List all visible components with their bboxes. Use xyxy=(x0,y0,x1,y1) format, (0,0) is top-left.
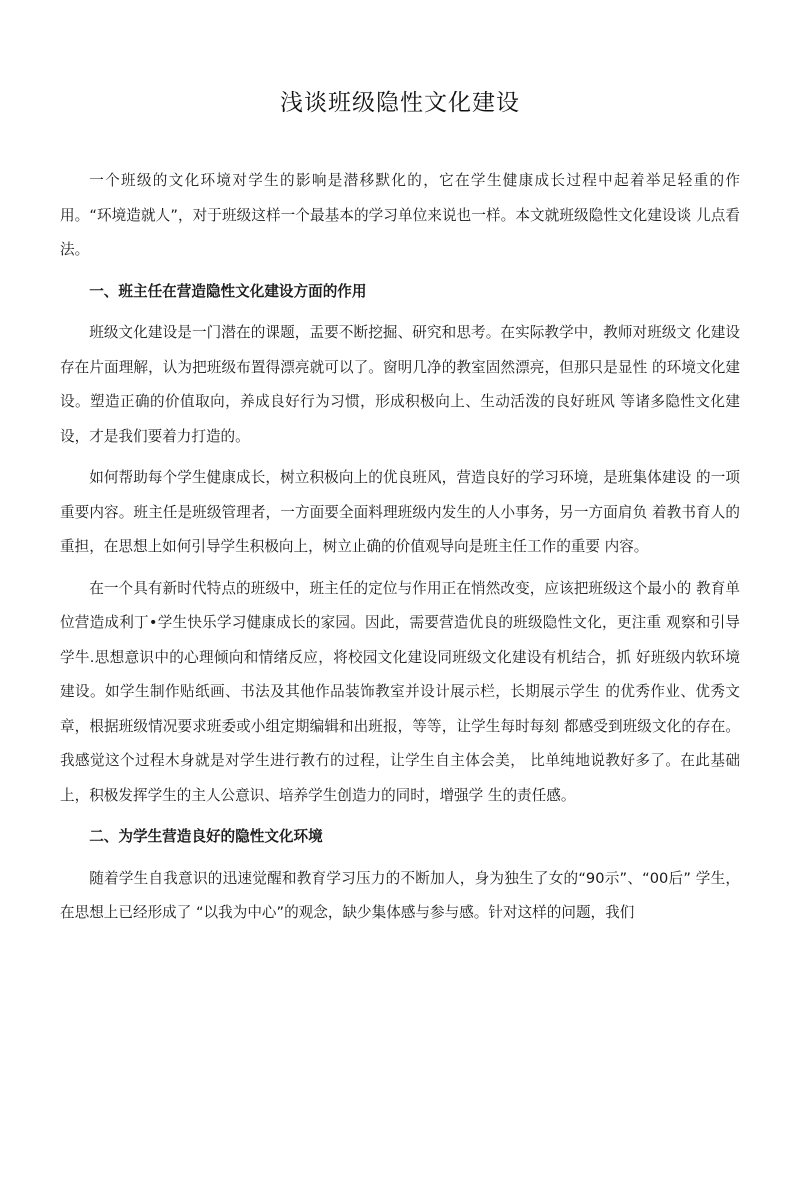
intro-paragraph: 一个班级的文化环境对学生的影响是潜移默化的，它在学生健康成长过程中起着举足轻重的作 用。“环境造就人”，对于班级这样一个最基本的学习单位来说也一样。本文就班级隐性文化建设谈 儿点看法。 xyxy=(60,172,740,258)
section-heading-2: 二、为学生营造良好的隐性文化环境 xyxy=(89,828,323,845)
document-title: 浅谈班级隐性文化建设 xyxy=(280,90,520,116)
paragraph-spacer xyxy=(60,454,740,461)
section2-paragraph-1: 随着学生自我意识的迅速觉醒和教育学习压力的不断加人，身为独生了女的“90示”、“00后” 学生，在思想上已经形成了 “以我为中心”的观念，缺少集体感与参与感。针对这样的问题，我们 xyxy=(60,869,740,921)
section-heading-1: 一、班主任在营造隐性文化建设方面的作用 xyxy=(89,282,367,300)
section1-paragraph-3: 在一个具有新时代特点的班级中，班主任的定位与作用正在悄然改变，应该把班级这个最小的 教育单位营造成利丁•学生快乐学习健康成长的家园。因此，需要营造优良的班级隐性文化，更注重 观察和引导学牛.思想意识中的心理倾向和情绪反应，将校园文化建设同班级文化建设有机结合，抓 好班级内软环境建设。如学生制作贴纸画、书法及其他作品装饰教室并设计展示栏，长期展示学生 的优秀作业、优秀文章，根据班级情况要求班委或小组定期编辑和出班报，等等，让学生每时每刻 都感受到班级文化的存在。我感觉这个过程木身就是对学生进行教冇的过程，让学生自主体会美， 比单纯地说教好多了。在此基础上，积极发挥学生的主人公意识、培养学生创造力的同时，增强学 生的责任感。 xyxy=(60,579,740,804)
section1-paragraph-2: 如何帮助每个学生健康成长，树立积极向上的优良班风，营造良好的学习环境，是班集体建设 的一项重要内容。班主任是班级管理者，一方面要全面料理班级内发生的人小事务，另一方面肩负 着教书育人的重担，在思想上如何引导学生积极向上，树立止确的价值观导向是班主任工作的重要 内容。 xyxy=(60,469,740,555)
section1-paragraph-1: 班级文化建设是一门潜在的课题，盂要不断挖掘、研究和思考。在实际教学中，教师对班级文 化建设存在片面理解，认为把班级布置得漂亮就可以了。窗明几净的教室固然漂亮，但那只是显性 的环境文化建设。塑造正确的价值取向，养成良好行为习惯，形成积极向上、生动活泼的良好班风 等诸多隐性文化建设，才是我们要着力打造的。 xyxy=(60,324,740,445)
paragraph-spacer xyxy=(60,565,740,572)
